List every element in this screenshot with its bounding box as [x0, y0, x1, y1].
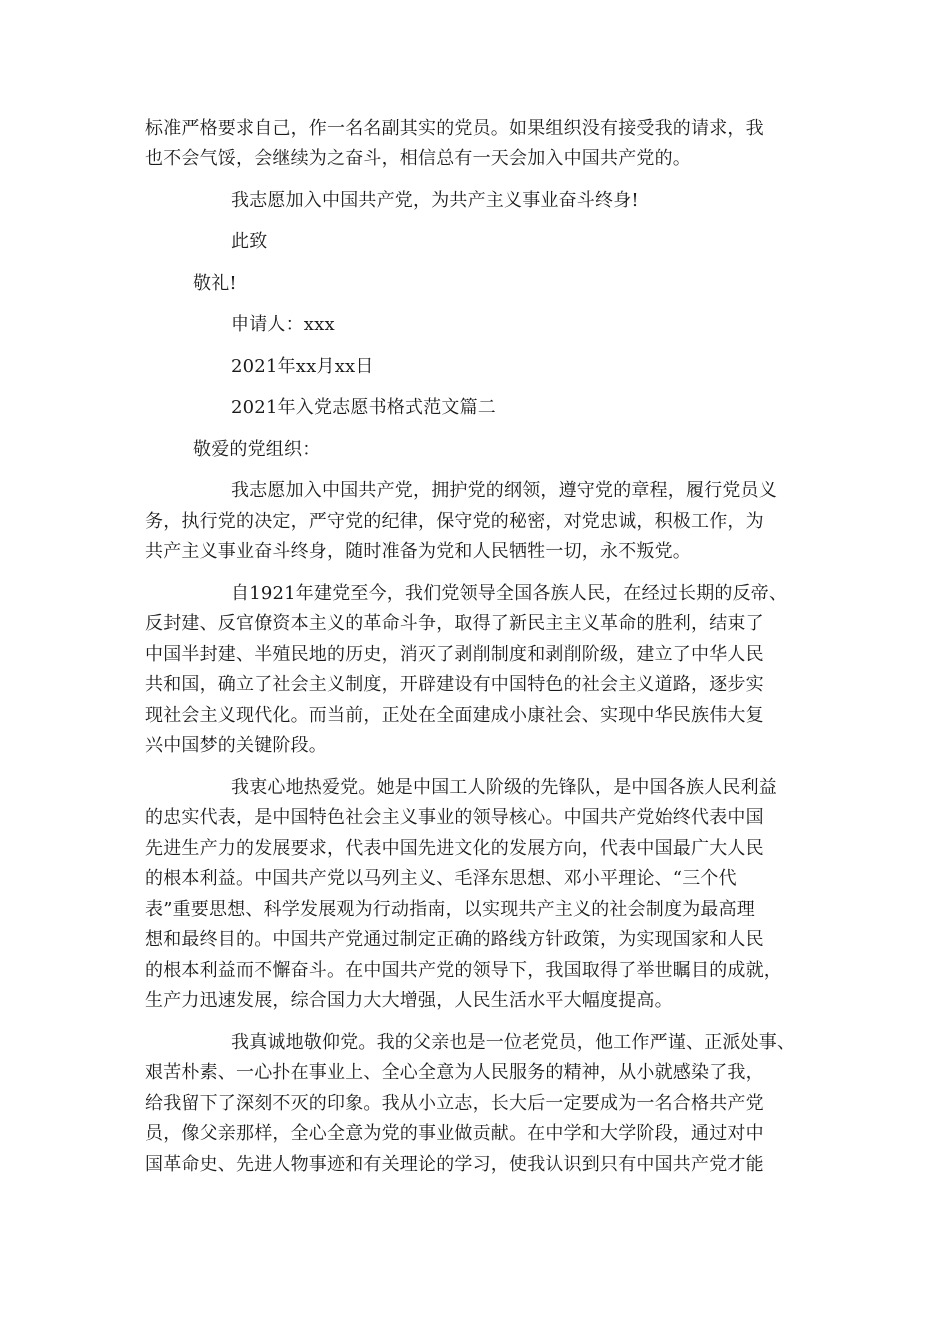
text-line: 生产力迅速发展，综合国力大大增强，人民生活水平大幅度提高。: [145, 990, 673, 1011]
text-line: 反封建、反官僚资本主义的革命斗争，取得了新民主主义革命的胜利，结束了: [145, 613, 764, 634]
text-line: 我真诚地敬仰党。我的父亲也是一位老党员，他工作严谨、正派处事、: [231, 1032, 796, 1053]
text-line: 申请人：xxx: [231, 314, 335, 335]
text-line: 我志愿加入中国共产党，拥护党的纲领，遵守党的章程，履行党员义: [231, 480, 777, 501]
text-line: 给我留下了深刻不灭的印象。我从小立志，长大后一定要成为一名合格共产党: [145, 1093, 764, 1114]
text-line: 务，执行党的决定，严守党的纪律，保守党的秘密，对党忠诚，积极工作，为: [145, 511, 764, 532]
text-line: 2021年xx月xx日: [231, 356, 374, 377]
text-line: 敬礼!: [193, 273, 237, 294]
text-line: 也不会气馁，会继续为之奋斗，相信总有一天会加入中国共产党的。: [145, 148, 691, 169]
text-line: 的根本利益而不懈奋斗。在中国共产党的领导下，我国取得了举世瞩目的成就，: [145, 960, 782, 981]
text-line: 共产主义事业奋斗终身，随时准备为党和人民牺牲一切，永不叛党。: [145, 541, 691, 562]
section-heading: 2021年入党志愿书格式范文篇二: [231, 397, 497, 418]
text-line: 的忠实代表，是中国特色社会主义事业的领导核心。中国共产党始终代表中国: [145, 807, 764, 828]
text-line: 我志愿加入中国共产党，为共产主义事业奋斗终身!: [231, 190, 639, 211]
text-line: 表”重要思想、科学发展观为行动指南，以实现共产主义的社会制度为最高理: [145, 899, 755, 920]
text-line: 想和最终目的。中国共产党通过制定正确的路线方针政策，为实现国家和人民: [145, 929, 764, 950]
text-line: 我衷心地热爱党。她是中国工人阶级的先锋队，是中国各族人民利益: [231, 777, 777, 798]
text-line: 国革命史、先进人物事迹和有关理论的学习，使我认识到只有中国共产党才能: [145, 1154, 764, 1175]
text-line: 员，像父亲那样，全心全意为党的事业做贡献。在中学和大学阶段，通过对中: [145, 1123, 764, 1144]
text-line: 共和国，确立了社会主义制度，开辟建设有中国特色的社会主义道路，逐步实: [145, 674, 764, 695]
text-line: 现社会主义现代化。而当前，正处在全面建成小康社会、实现中华民族伟大复: [145, 705, 764, 726]
text-line: 先进生产力的发展要求，代表中国先进文化的发展方向，代表中国最广大人民: [145, 838, 764, 859]
text-line: 兴中国梦的关键阶段。: [145, 735, 327, 756]
salutation: 敬爱的党组织：: [193, 439, 321, 460]
text-line: 自1921年建党至今，我们党领导全国各族人民，在经过长期的反帝、: [231, 583, 788, 604]
text-line: 中国半封建、半殖民地的历史，消灭了剥削制度和剥削阶级，建立了中华人民: [145, 644, 764, 665]
text-line: 此致: [231, 231, 268, 252]
text-line: 的根本利益。中国共产党以马列主义、毛泽东思想、邓小平理论、“三个代: [145, 868, 737, 889]
text-line: 艰苦朴素、一心扑在事业上、全心全意为人民服务的精神，从小就感染了我，: [145, 1062, 764, 1083]
text-line: 标准严格要求自己，作一名名副其实的党员。如果组织没有接受我的请求，我: [145, 118, 764, 139]
